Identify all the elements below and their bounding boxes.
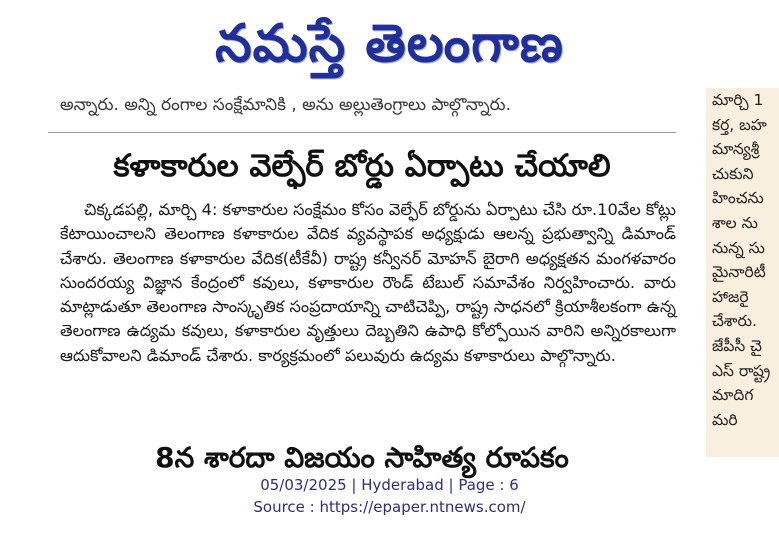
newspaper-clipping [0, 88, 779, 474]
adjacent-column-line: మైనారిటీ [712, 263, 766, 282]
next-article-headline: 8న శారదా విజయం సాహిత్య రూపకం [155, 441, 569, 474]
adjacent-column-line: కర్త, బహ [712, 115, 767, 134]
adjacent-column-line: చుకుని [712, 164, 754, 183]
adjacent-column-line: హాజరై [712, 287, 749, 306]
adjacent-column-line: మరి [712, 410, 738, 429]
article-body: చిక్కడపల్లి, మార్చి 4: కళాకారుల సంక్షేమం కోసం వెల్ఫేర్ బోర్డును ఏర్పాటు చేసి రూ.10వేల కోట్లు కేటాయించాలని తెలంగాణ కళాకారుల వేదిక వ్యవస్థాపక అధ్యక్షుడు ఆలన్న ప్రభుత్వాన్ని డిమాండ్ చేశారు. తెలంగాణ కళాకారుల వేదిక(టీకేవీ) రాష్ట్ర కన్వీనర్ మోహన్ బైరాగి అధ్యక్షతన మంగళవారం సుందరయ్య విజ్ఞాన కేంద్రంలో కవులు, కళాకారుల రౌండ్ టేబుల్ సమావేశం నిర్వహించారు. వారు మాట్లాడుతూ తెలంగాణ సాంస్కృతిక సంప్రదాయాన్ని చాటిచెప్పి, రాష్ట్ర సాధనలో క్రియాశీలకంగా ఉన్న తెలంగాణ ఉద్యమ కవులు, కళాకారుల వృత్తులు దెబ్బతిని ఉపాధి కోల్పోయిన వారిని అన్నిరకాలుగా ఆదుకోవాలని డిమాండ్ చేశారు. కార్యక్రమంలో పలువురు ఉద్యమ కళాకారులు పాల్గొన్నారు. [60, 200, 676, 365]
previous-article-cutoff-line: అన్నారు. అన్ని రంగాల సంక్షేమానికి , అను అల్లుతెంగ్రాలు పాల్గొన్నారు. [60, 95, 511, 115]
adjacent-column-line: మార్చి 1 [712, 91, 764, 109]
article-divider [48, 132, 676, 133]
adjacent-column-line: మాదిగ [712, 386, 754, 405]
masthead-title: నమస్తే తెలంగాణ [215, 14, 564, 74]
adjacent-column-line: చేశారు. [712, 312, 757, 331]
adjacent-column-line: మాన్యశ్రీ [712, 140, 760, 159]
article-headline: కళాకారుల వెల్ఫేర్ బోర్డు ఏర్పాటు చేయాలి [113, 148, 611, 184]
newspaper-masthead [0, 0, 779, 88]
publication-date-line: 05/03/2025 | Hyderabad | Page : 6 [260, 476, 519, 494]
source-link[interactable]: Source : https://epaper.ntnews.com/ [253, 498, 526, 516]
adjacent-column-line: శాల ను [712, 213, 758, 232]
adjacent-column-line: హించను [712, 189, 764, 208]
adjacent-column-line: ఎస్ రాష్ట్ర [712, 361, 771, 380]
adjacent-column-line: నున్న సు [712, 238, 765, 257]
adjacent-column [706, 88, 779, 457]
adjacent-column-line: జేపీసీ చై [712, 336, 762, 355]
